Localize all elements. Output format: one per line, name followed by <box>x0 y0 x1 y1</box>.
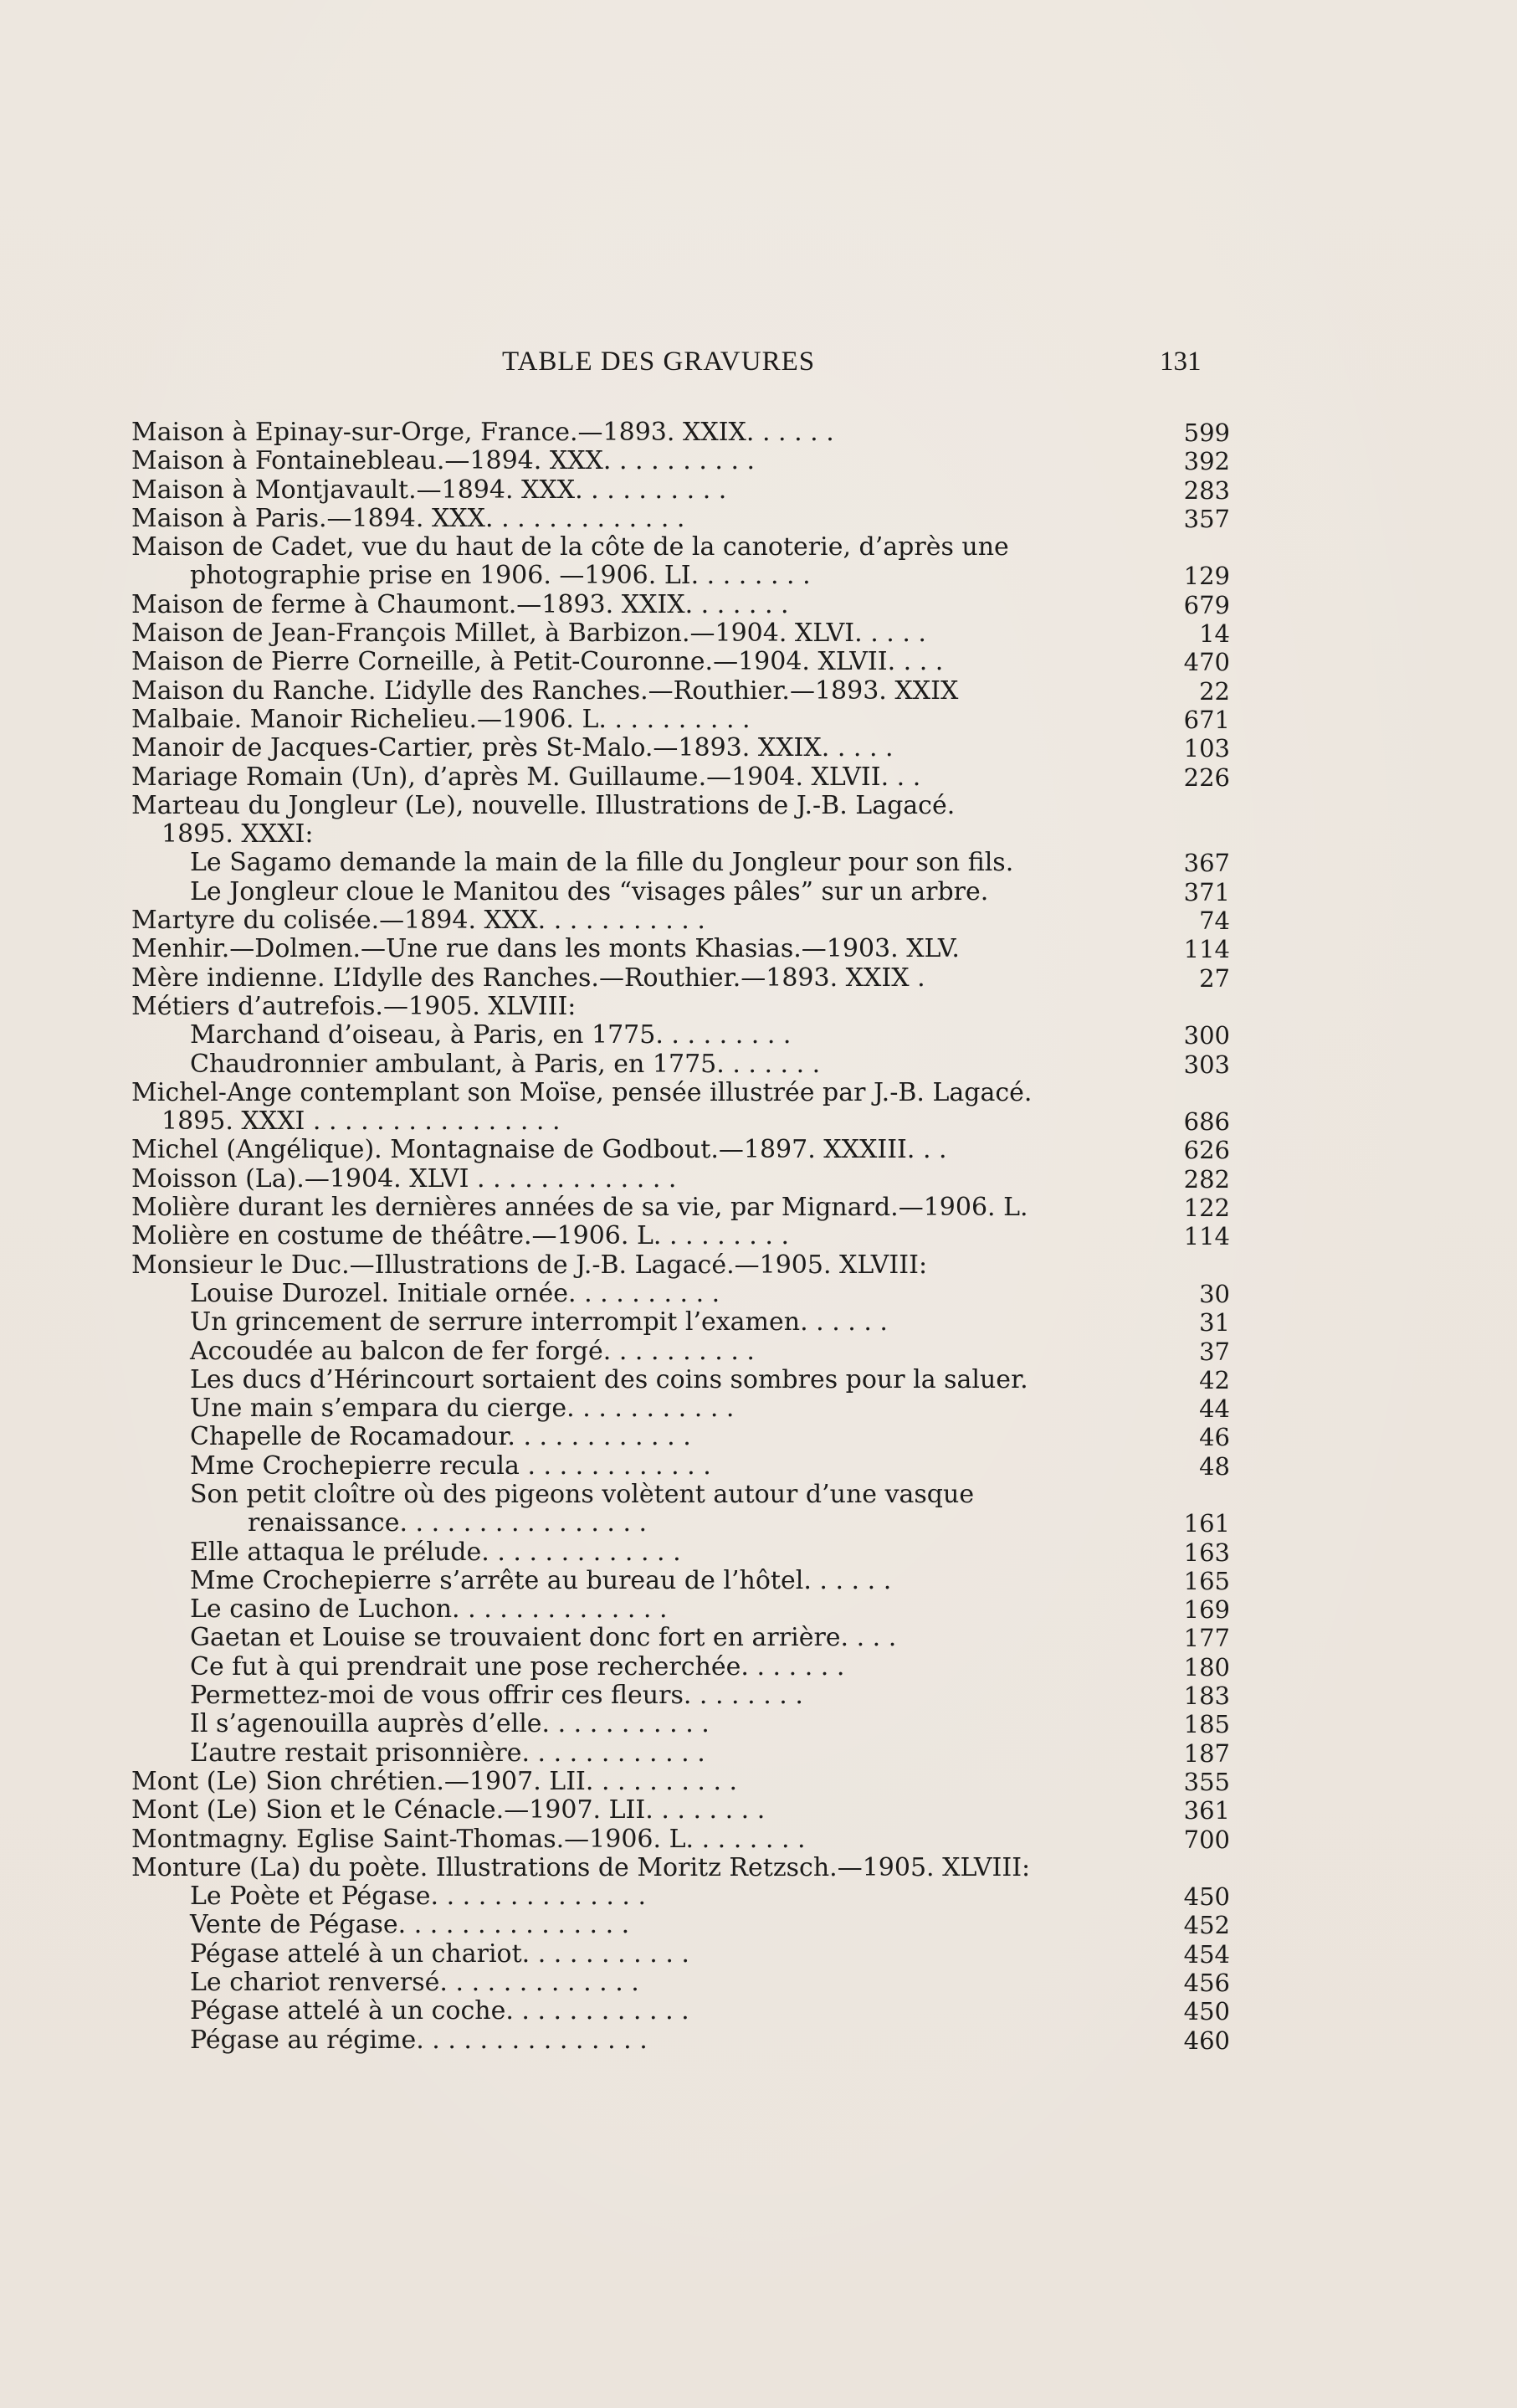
entry-page-number: 48 <box>1199 1451 1230 1481</box>
index-entry <box>0 1251 1517 1280</box>
index-entry <box>0 1997 1517 2025</box>
entry-page-number: 226 <box>1183 762 1230 792</box>
entry-page-number: 679 <box>1183 590 1230 619</box>
entry-text: Maison à Fontainebleau.—1894. XXX. . . . . . . . . . <box>131 446 756 476</box>
entry-text: photographie prise en 1906. —1906. LI. . . . . . . . <box>190 561 811 591</box>
entry-page-number: 671 <box>1183 705 1230 734</box>
entry-page-number: 303 <box>1183 1050 1230 1079</box>
index-entry <box>0 792 1517 820</box>
entry-page-number: 46 <box>1199 1423 1230 1452</box>
index-entry <box>0 1079 1517 1107</box>
entry-text: Ce fut à qui prendrait une pose recherchée. . . . . . . <box>190 1651 845 1681</box>
entry-page-number: 114 <box>1183 935 1230 964</box>
index-entry <box>0 1567 1517 1595</box>
entry-text: Maison de ferme à Chaumont.—1893. XXIX. . . . . . . <box>131 589 789 619</box>
entry-text: 1895. XXXI . . . . . . . . . . . . . . . . <box>161 1106 561 1137</box>
entry-page-number: 129 <box>1183 562 1230 591</box>
index-entry <box>0 763 1517 792</box>
entry-page-number: 122 <box>1183 1194 1230 1223</box>
entry-text: Martyre du colisée.—1894. XXX. . . . . . . . . . . <box>131 906 705 936</box>
index-entry <box>0 447 1517 475</box>
index-entry <box>0 476 1517 505</box>
entry-text: Marteau du Jongleur (Le), nouvelle. Illustrations de J.-B. Lagacé. <box>131 790 956 820</box>
entry-page-number: 180 <box>1183 1652 1230 1681</box>
index-entry <box>0 820 1517 849</box>
entry-page-number: 371 <box>1183 877 1230 906</box>
entry-page-number: 44 <box>1199 1394 1230 1424</box>
entry-text: Les ducs d’Hérincourt sortaient des coins sombres pour la saluer. <box>190 1364 1028 1394</box>
entry-text: Manoir de Jacques-Cartier, près St-Malo.—1893. XXIX. . . . . <box>131 733 894 763</box>
index-entry <box>0 1394 1517 1423</box>
entry-text: Molière en costume de théâtre.—1906. L. . . . . . . . . <box>131 1221 789 1251</box>
entry-page-number: 361 <box>1183 1796 1230 1825</box>
entry-text: Maison du Ranche. L’idylle des Ranches.—Routhier.—1893. XXIX <box>131 675 959 706</box>
entry-text: Menhir.—Dolmen.—Une rue dans les monts Khasias.—1903. XLV. <box>131 934 960 964</box>
index-entry <box>0 418 1517 447</box>
entry-text: Pégase attelé à un chariot. . . . . . . . . . . <box>190 1938 689 1969</box>
entry-text: Mont (Le) Sion chrétien.—1907. LII. . . . . . . . . . <box>131 1766 738 1796</box>
entry-page-number: 357 <box>1183 504 1230 533</box>
index-entry <box>0 878 1517 906</box>
entry-page-number: 37 <box>1199 1337 1230 1366</box>
entry-text: Permettez-moi de vous offrir ces fleurs. . . . . . . . <box>190 1681 803 1711</box>
index-entry <box>0 1624 1517 1652</box>
page-number: 131 <box>1160 347 1202 377</box>
index-entry <box>0 1854 1517 1882</box>
entry-page-number: 163 <box>1183 1538 1230 1567</box>
index-entry <box>0 964 1517 993</box>
entry-page-number: 42 <box>1199 1365 1230 1394</box>
entry-text: Maison de Jean-François Millet, à Barbizon.—1904. XLVI. . . . . <box>131 619 926 649</box>
index-entry <box>0 1595 1517 1624</box>
entry-page-number: 282 <box>1183 1164 1230 1194</box>
index-entry <box>0 734 1517 762</box>
entry-text: Le chariot renversé. . . . . . . . . . . . . <box>190 1968 639 1998</box>
index-entry <box>0 1825 1517 1854</box>
entry-page-number: 300 <box>1183 1021 1230 1050</box>
index-entry <box>0 677 1517 706</box>
index-entry <box>0 849 1517 877</box>
index-entry <box>0 1882 1517 1911</box>
index-entry <box>0 1796 1517 1825</box>
index-entry <box>0 1509 1517 1538</box>
entry-page-number: 183 <box>1183 1681 1230 1711</box>
entry-text: Maison à Montjavault.—1894. XXX. . . . . . . . . . <box>131 475 727 505</box>
entry-page-number: 27 <box>1199 963 1230 993</box>
index-entry <box>0 1165 1517 1194</box>
entry-text: Maison à Epinay-sur-Orge, France.—1893. XXIX. . . . . . <box>131 418 834 447</box>
index-entry <box>0 706 1517 734</box>
entry-text: Maison à Paris.—1894. XXX. . . . . . . . . . . . . <box>131 503 685 533</box>
entry-text: Michel (Angélique). Montagnaise de Godbout.—1897. XXXIII. . . <box>131 1135 947 1165</box>
index-entry <box>0 1739 1517 1768</box>
entry-page-number: 626 <box>1183 1136 1230 1165</box>
index-entry <box>0 993 1517 1021</box>
entry-text: Louise Durozel. Initiale ornée. . . . . . . . . . <box>190 1278 720 1308</box>
entry-page-number: 30 <box>1199 1279 1230 1308</box>
entry-text: Le Sagamo demande la main de la fille du Jongleur pour son fils. <box>190 848 1014 878</box>
entry-text: Chaudronnier ambulant, à Paris, en 1775. . . . . . . <box>190 1049 821 1079</box>
index-entry <box>0 906 1517 935</box>
entry-text: Moisson (La).—1904. XLVI . . . . . . . . . . . . . <box>131 1163 677 1194</box>
entry-text: Mont (Le) Sion et le Cénacle.—1907. LII. . . . . . . . <box>131 1795 766 1825</box>
entry-page-number: 165 <box>1183 1566 1230 1595</box>
index-entry <box>0 1710 1517 1738</box>
entry-text: Gaetan et Louise se trouvaient donc fort en arrière. . . . <box>190 1623 897 1653</box>
entry-text: Un grincement de serrure interrompit l’examen. . . . . . <box>190 1307 888 1337</box>
entry-text: Monsieur le Duc.—Illustrations de J.-B. Lagacé.—1905. XLVIII: <box>131 1250 928 1280</box>
index-entry <box>0 1940 1517 1969</box>
entry-text: Son petit cloître où des pigeons volètent autour d’une vasque <box>190 1479 975 1509</box>
entry-page-number: 169 <box>1183 1595 1230 1625</box>
entry-text: renaissance. . . . . . . . . . . . . . . . <box>248 1508 648 1538</box>
entry-text: Molière durant les dernières années de sa vie, par Mignard.—1906. L. <box>131 1193 1028 1223</box>
index-entry <box>0 1194 1517 1222</box>
entry-text: L’autre restait prisonnière. . . . . . . . . . . . <box>190 1738 705 1768</box>
index-entry <box>0 648 1517 676</box>
index-entry <box>0 1538 1517 1567</box>
entry-text: Le Poète et Pégase. . . . . . . . . . . . . . <box>190 1882 646 1912</box>
index-entry <box>0 505 1517 533</box>
entry-text: Mme Crochepierre s’arrête au bureau de l’hôtel. . . . . . <box>190 1565 892 1595</box>
index-entry <box>0 1423 1517 1451</box>
index-entry <box>0 1681 1517 1710</box>
entry-page-number: 283 <box>1183 475 1230 505</box>
entry-page-number: 392 <box>1183 447 1230 476</box>
index-entry <box>0 1653 1517 1681</box>
index-entry <box>0 1136 1517 1164</box>
index-entry <box>0 1969 1517 1997</box>
index-entry <box>0 562 1517 590</box>
entry-page-number: 14 <box>1199 619 1230 649</box>
index-entry <box>0 1452 1517 1481</box>
entry-text: Pégase attelé à un coche. . . . . . . . . . . . <box>190 1996 689 2026</box>
entry-text: 1895. XXXI: <box>161 819 314 850</box>
index-entry <box>0 935 1517 963</box>
index-entry <box>0 1021 1517 1050</box>
entry-text: Accoudée au balcon de fer forgé. . . . . . . . . . <box>190 1336 755 1366</box>
entry-text: Métiers d’autrefois.—1905. XLVIII: <box>131 991 577 1021</box>
entry-text: Pégase au régime. . . . . . . . . . . . . . . <box>190 2025 648 2055</box>
entry-text: Vente de Pégase. . . . . . . . . . . . . . . <box>190 1910 630 1940</box>
index-entry <box>0 1768 1517 1796</box>
entry-text: Maison de Pierre Corneille, à Petit-Couronne.—1904. XLVII. . . . <box>131 647 944 677</box>
entry-text: Le Jongleur cloue le Manitou des “visages pâles” sur un arbre. <box>190 876 989 906</box>
entry-text: Une main s’empara du cierge. . . . . . . . . . . <box>190 1394 735 1424</box>
entry-page-number: 450 <box>1183 1882 1230 1912</box>
entry-text: Mariage Romain (Un), d’après M. Guillaume.—1904. XLVII. . . <box>131 762 921 792</box>
index-entry <box>0 2026 1517 2055</box>
index-entry <box>0 1280 1517 1308</box>
index-entry <box>0 1050 1517 1079</box>
entry-page-number: 470 <box>1183 648 1230 677</box>
index-entry <box>0 1366 1517 1394</box>
index-entry <box>0 533 1517 562</box>
index-entry <box>0 1222 1517 1250</box>
page-title: TABLE DES GRAVURES <box>502 347 816 377</box>
entry-page-number: 22 <box>1199 676 1230 706</box>
entry-text: Malbaie. Manoir Richelieu.—1906. L. . . . . . . . . . <box>131 704 751 734</box>
entry-text: Chapelle de Rocamadour. . . . . . . . . . . . <box>190 1422 691 1452</box>
entry-page-number: 185 <box>1183 1710 1230 1739</box>
running-header <box>0 347 1517 388</box>
index-entry <box>0 591 1517 619</box>
entry-page-number: 161 <box>1183 1509 1230 1538</box>
entry-text: Maison de Cadet, vue du haut de la côte de la canoterie, d’après une <box>131 532 1009 562</box>
index-entry <box>0 619 1517 648</box>
entry-text: Marchand d’oiseau, à Paris, en 1775. . . . . . . . . <box>190 1020 792 1050</box>
entry-page-number: 460 <box>1183 2025 1230 2055</box>
entry-page-number: 74 <box>1199 906 1230 936</box>
entry-page-number: 450 <box>1183 1997 1230 2026</box>
entry-page-number: 355 <box>1183 1767 1230 1796</box>
entry-page-number: 187 <box>1183 1738 1230 1768</box>
entry-page-number: 599 <box>1183 418 1230 447</box>
entry-page-number: 31 <box>1199 1308 1230 1337</box>
entry-text: Le casino de Luchon. . . . . . . . . . . . . . <box>190 1594 668 1625</box>
index-entry <box>0 1911 1517 1939</box>
entry-text: Mme Crochepierre recula . . . . . . . . . . . . <box>190 1450 711 1481</box>
entry-page-number: 367 <box>1183 849 1230 878</box>
entry-text: Mère indienne. L’Idylle des Ranches.—Routhier.—1893. XXIX . <box>131 963 925 993</box>
entry-text: Monture (La) du poète. Illustrations de Moritz Retzsch.—1905. XLVIII: <box>131 1852 1031 1882</box>
index-entries <box>0 418 1517 2055</box>
entry-page-number: 700 <box>1183 1825 1230 1854</box>
entry-page-number: 456 <box>1183 1969 1230 1998</box>
entry-page-number: 452 <box>1183 1911 1230 1940</box>
entry-page-number: 103 <box>1183 734 1230 763</box>
entry-page-number: 114 <box>1183 1222 1230 1251</box>
index-entry <box>0 1308 1517 1337</box>
entry-text: Elle attaqua le prélude. . . . . . . . . . . . . <box>190 1537 681 1567</box>
entry-text: Montmagny. Eglise Saint-Thomas.—1906. L. . . . . . . . <box>131 1824 806 1854</box>
entry-text: Il s’agenouilla auprès d’elle. . . . . . . . . . . <box>190 1709 710 1739</box>
index-entry <box>0 1481 1517 1509</box>
entry-page-number: 454 <box>1183 1939 1230 1969</box>
index-entry <box>0 1337 1517 1366</box>
entry-page-number: 686 <box>1183 1107 1230 1137</box>
index-entry <box>0 1107 1517 1136</box>
entry-page-number: 177 <box>1183 1624 1230 1653</box>
entry-text: Michel-Ange contemplant son Moïse, pensée illustrée par J.-B. Lagacé. <box>131 1077 1033 1107</box>
